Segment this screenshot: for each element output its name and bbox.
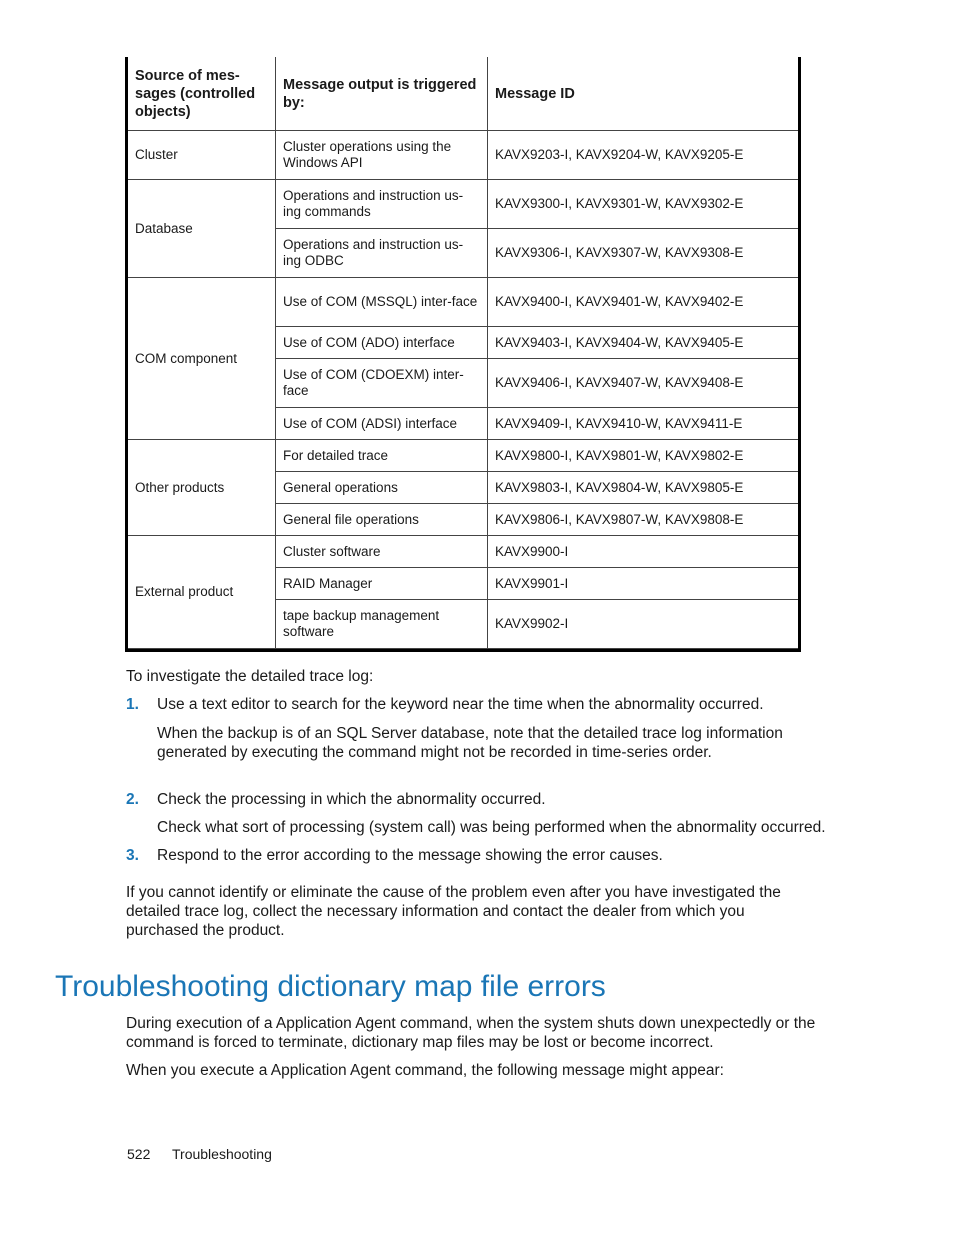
source-cell: Other products (128, 440, 276, 536)
trigger-cell: RAID Manager (276, 568, 488, 600)
intro-text: To investigate the detailed trace log: (126, 668, 374, 685)
step-text: Use a text editor to search for the keyword near the time when the abnormality occurred. (157, 696, 764, 713)
trigger-cell: General file operations (276, 504, 488, 536)
trigger-cell: General operations (276, 472, 488, 504)
message-id-cell: KAVX9900-I (488, 536, 799, 568)
step-text: Check the processing in which the abnormality occurred. (157, 791, 546, 808)
closing-paragraph: If you cannot identify or eliminate the cause of the problem even after you have investigated the detailed trace log, collect the necessary information and contact the dealer from which you purchased the product. (126, 884, 781, 939)
trigger-cell: Operations and instruction us-ing ODBC (276, 229, 488, 278)
message-id-cell: KAVX9901-I (488, 568, 799, 600)
section-paragraph-1: During execution of a Application Agent command, when the system shuts down unexpectedly or the command is forced to terminate, dictionary map files may be lost or become incorrect. (126, 1015, 816, 1051)
step-text: Respond to the error according to the message showing the error causes. (157, 847, 663, 864)
message-id-cell: KAVX9300-I, KAVX9301-W, KAVX9302-E (488, 180, 799, 229)
trigger-cell: tape backup management software (276, 600, 488, 649)
table-row (128, 440, 798, 472)
message-id-cell: KAVX9806-I, KAVX9807-W, KAVX9808-E (488, 504, 799, 536)
table-row (128, 180, 798, 229)
message-id-cell: KAVX9902-I (488, 600, 799, 649)
source-cell: External product (128, 536, 276, 649)
message-id-cell: KAVX9403-I, KAVX9404-W, KAVX9405-E (488, 327, 799, 359)
message-id-cell: KAVX9203-I, KAVX9204-W, KAVX9205-E (488, 131, 799, 180)
source-cell: COM component (128, 278, 276, 440)
source-cell: Database (128, 180, 276, 278)
header-message-id: Message ID (488, 57, 799, 131)
message-source-table (125, 57, 801, 652)
section-title: Troubleshooting dictionary map file errors (55, 970, 606, 1003)
trigger-cell: Cluster operations using the Windows API (276, 131, 488, 180)
step-detail: When the backup is of an SQL Server database, note that the detailed trace log information generated by executing the command might not be recorded in time-series order. (157, 725, 783, 761)
header-trigger: Message output is triggered by: (276, 57, 488, 131)
trigger-cell: Use of COM (CDOEXM) inter-face (276, 359, 488, 408)
table-row (128, 278, 798, 327)
step-number: 2. (126, 791, 139, 808)
step-number: 1. (126, 696, 139, 713)
message-id-cell: KAVX9306-I, KAVX9307-W, KAVX9308-E (488, 229, 799, 278)
step-detail: Check what sort of processing (system call) was being performed when the abnormality occurred. (157, 819, 826, 836)
trigger-cell: Use of COM (ADO) interface (276, 327, 488, 359)
header-source: Source of mes- sages (controlled objects) (128, 57, 276, 131)
message-id-cell: KAVX9803-I, KAVX9804-W, KAVX9805-E (488, 472, 799, 504)
page-number: 522 (127, 1146, 151, 1162)
message-id-cell: KAVX9409-I, KAVX9410-W, KAVX9411-E (488, 408, 799, 440)
footer-label: Troubleshooting (172, 1146, 272, 1162)
trigger-cell: Use of COM (MSSQL) inter-face (276, 278, 488, 327)
trigger-cell: Use of COM (ADSI) interface (276, 408, 488, 440)
trigger-cell: Operations and instruction us-ing commands (276, 180, 488, 229)
table-row (128, 536, 798, 568)
message-id-cell: KAVX9800-I, KAVX9801-W, KAVX9802-E (488, 440, 799, 472)
step-number: 3. (126, 847, 139, 864)
table-header-row (128, 57, 798, 131)
table-row (128, 131, 798, 180)
message-id-cell: KAVX9400-I, KAVX9401-W, KAVX9402-E (488, 278, 799, 327)
section-paragraph-2: When you execute a Application Agent command, the following message might appear: (126, 1062, 724, 1079)
message-id-cell: KAVX9406-I, KAVX9407-W, KAVX9408-E (488, 359, 799, 408)
trigger-cell: Cluster software (276, 536, 488, 568)
source-cell: Cluster (128, 131, 276, 180)
trigger-cell: For detailed trace (276, 440, 488, 472)
